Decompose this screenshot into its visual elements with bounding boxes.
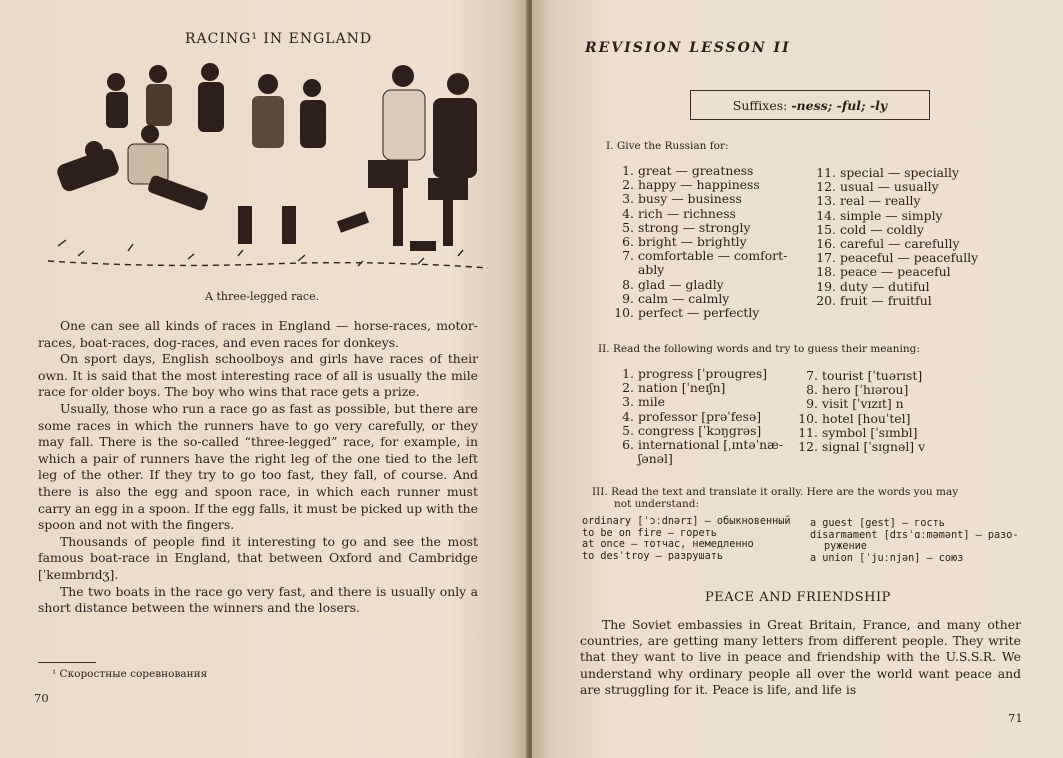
exercise-3-heading: III. Read the text and translate it orally. Here are the words you may <box>592 486 959 498</box>
exercise-1-heading: I. Give the Russian for: <box>606 140 729 152</box>
vocab-entry: disarmament [dɪsˈɑːməmənt] — разо- <box>810 529 1019 541</box>
exercise-1-column-1 <box>612 164 787 320</box>
exercise-1-column-2 <box>814 166 978 308</box>
left-page <box>0 0 528 758</box>
exercise-2-heading: II. Read the following words and try to guess their meaning: <box>598 343 920 355</box>
paragraph: One can see all kinds of races in England — horse-races, motor-races, boat-races, dog-races, and even races for donkeys. <box>38 318 478 350</box>
list-item: 7. tourist [ˈtuərɪst] <box>806 368 923 383</box>
list-item: ably <box>638 262 665 278</box>
page-number-left: 70 <box>34 691 49 705</box>
list-item: 9. visit [ˈvɪzɪt] n <box>806 396 904 412</box>
vocab-entry: ordinary [ˈɔːdnərɪ] — обыкновенный <box>582 516 791 527</box>
vocabulary-column-1 <box>582 516 791 562</box>
footnote: ¹ Скоростные соревнования <box>52 668 208 680</box>
list-item: ʃənəl] <box>638 451 673 467</box>
paragraph: Usually, those who run a race go as fast as possible, but there are some races in which the runners have to go very carefully, or they may fall. There is the so-called “three-legged” race, for example, in which a pair of runners have the right leg of the one tied to the left leg of the other. If they try to go too fast, they fall, of course. And there is also the egg and spoon race, in which each runner must carry an egg in a spoon. If the egg falls, it must be picked up with the spoon and not with the fingers. <box>38 400 478 533</box>
section-title: RACING¹ IN ENGLAND <box>185 31 373 47</box>
list-item: 3. mile <box>622 394 666 410</box>
right-body-text <box>580 617 1021 698</box>
three-legged-race-illustration <box>38 56 493 286</box>
list-item: 11. symbol [ˈsɪmbl] <box>798 424 918 440</box>
list-item: 11. special — specially <box>816 165 959 180</box>
list-item: 5. congress [ˈkɔŋgrəs] <box>622 422 762 438</box>
list-item: 15. cold — coldly <box>816 221 924 237</box>
list-item: 12. signal [ˈsɪgnəl] v <box>798 439 926 455</box>
list-item: 18. peace — peaceful <box>816 264 951 280</box>
list-item: 12. usual — usually <box>816 179 939 195</box>
list-item: 7. comfortable — comfort- <box>622 248 788 264</box>
list-item: 14. simple — simply <box>816 207 943 223</box>
left-body-text <box>38 318 478 617</box>
suffix-label: Suffixes: <box>732 97 788 113</box>
list-item: 2. happy — happiness <box>622 177 760 193</box>
list-item: 6. international [ˌɪntəˈnæ- <box>622 437 783 453</box>
list-item: 17. peaceful — peacefully <box>816 250 979 266</box>
list-item: 4. professor [prəˈfesə] <box>622 408 762 424</box>
page-number-right: 71 <box>1008 711 1023 725</box>
revision-lesson-title: REVISION LESSON II <box>585 40 791 56</box>
list-item: 2. nation [ˈneɪʃn] <box>622 380 726 396</box>
list-item: 3. busy — business <box>622 191 742 207</box>
vocab-entry: at once — тотчас, немедленно <box>582 539 754 550</box>
text-title: PEACE AND FRIENDSHIP <box>705 590 891 605</box>
list-item: 6. bright — brightly <box>622 234 747 250</box>
suffixes-box <box>690 90 930 120</box>
suffix-list: -ness; -ful; -ly <box>791 97 888 113</box>
list-item: 1. great — greatness <box>622 163 754 178</box>
paragraph: The two boats in the race go very fast, and there is usually only a short distance between the winners and the losers. <box>38 583 478 616</box>
exercise-3-heading-continued: not understand: <box>614 498 700 510</box>
vocabulary-column-2 <box>810 518 1019 564</box>
list-item: 5. strong — strongly <box>622 219 751 235</box>
vocab-entry: to desˈtroy — разрушать <box>582 550 724 562</box>
list-item: 1. progress [ˈprougres] <box>622 366 768 381</box>
paragraph: Thousands of people find it interesting to go and see the most famous boat-race in England, that between Oxford and Cambridge [ˈkeɪmbrɪdʒ]. <box>38 533 478 582</box>
vocab-entry: to be on fire — гореть <box>582 527 717 539</box>
list-item: 8. hero [ˈhɪərou] <box>806 382 909 398</box>
paragraph: On sport days, English schoolboys and girls have races of their own. It is said that the most interesting race of all is usually the mile race for older boys. The boy who wins that race gets a prize. <box>38 351 478 400</box>
vocab-entry: a union [ˈjuːnjən] — союз <box>810 552 964 564</box>
illustration-caption: A three-legged race. <box>205 290 320 303</box>
list-item: 8. glad — gladly <box>622 276 724 292</box>
exercise-2-column-1 <box>612 367 783 466</box>
vocab-entry: a guest [gest] — гость <box>810 518 945 529</box>
list-item: 19. duty — dutiful <box>816 278 930 294</box>
list-item: 9. calm — calmly <box>622 290 730 306</box>
list-item: 10. perfect — perfectly <box>614 305 760 321</box>
footnote-divider <box>38 662 96 663</box>
paragraph: The Soviet embassies in Great Britain, France, and many other countries, are getting many letters from different people. They write that they want to live in peace and friendship with the U.S.S.R. We understand why ordinary people all over the world want peace and are struggling for it. Peace is life, and life is <box>580 617 1021 697</box>
list-item: 4. rich — richness <box>622 205 736 221</box>
exercise-2-column-2 <box>796 369 925 454</box>
list-item: 20. fruit — fruitful <box>816 292 932 308</box>
list-item: 10. hotel [houˈtel] <box>798 410 911 426</box>
list-item: 16. careful — carefully <box>816 236 960 252</box>
vocab-entry: ружение <box>824 541 867 552</box>
list-item: 13. real — really <box>816 193 921 209</box>
